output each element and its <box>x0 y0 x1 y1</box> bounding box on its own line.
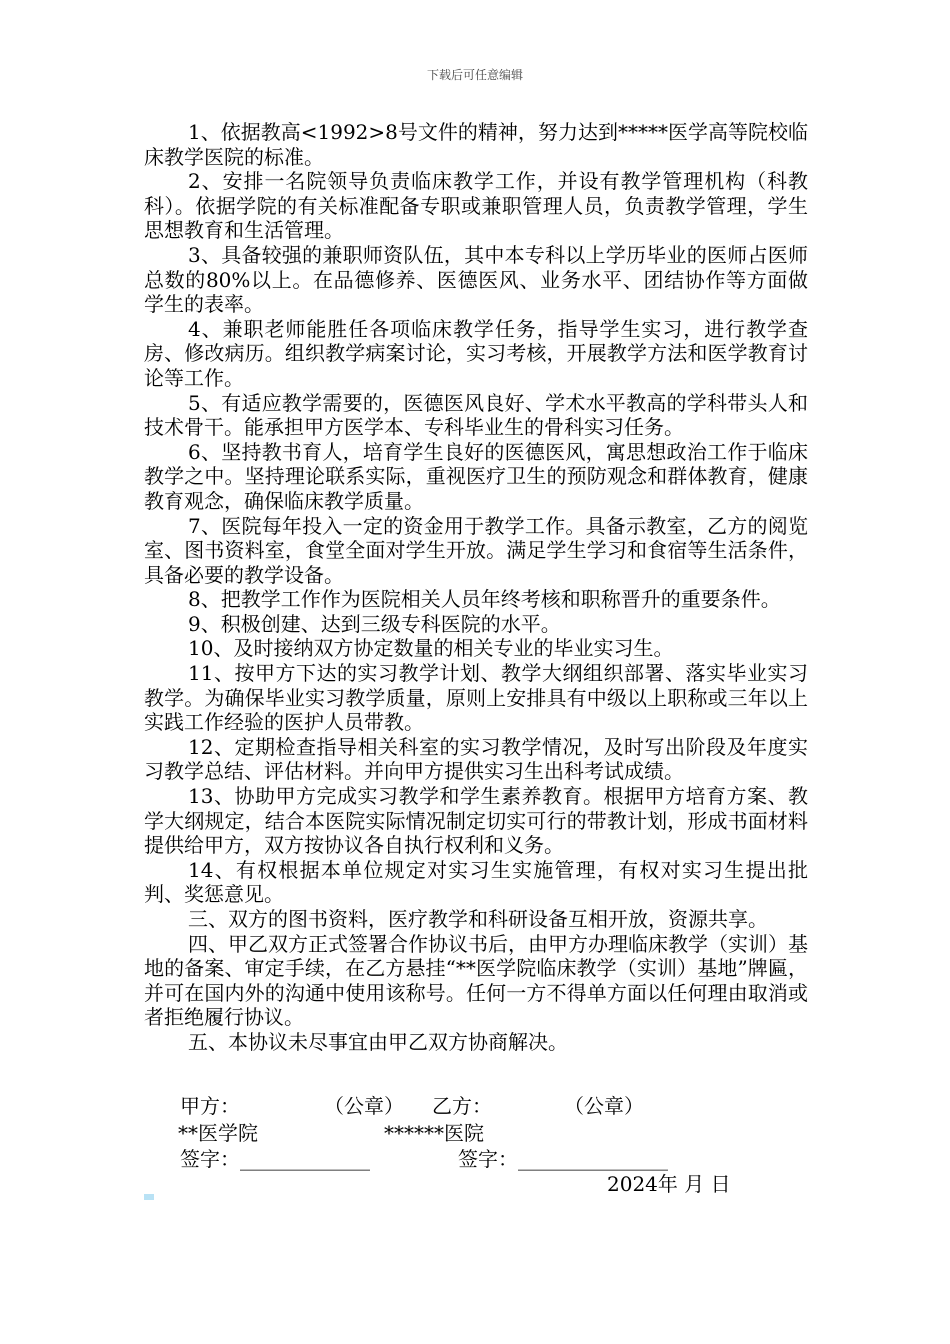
party-a-name: **医学院 <box>178 1121 258 1145</box>
signature-row-parties <box>144 1094 808 1119</box>
signature-row-date <box>144 1172 808 1197</box>
paragraph: 五、本协议未尽事宜由甲乙双方协商解决。 <box>188 1029 568 1054</box>
party-b-label: 乙方： <box>432 1094 492 1118</box>
page-header: 下载后可任意编辑 <box>426 68 523 82</box>
paragraph: 13、协助甲方完成实习教学和学生素养教育。根据甲方培育方案、教学大纲规定，结合本医院实际情况制定切实可行的带教计划，形成书面材料提供给甲方，双方按协议各自执行权利和义务。 <box>144 784 808 858</box>
text-cursor-marker <box>144 1194 154 1200</box>
paragraph: 6、坚持教书育人，培育学生良好的医德医风，寓思想政治工作于临床教学之中。坚持理论联系实际，重视医疗卫生的预防观念和群体教育，健康教育观念，确保临床教学质量。 <box>144 439 808 513</box>
signature-row-sign <box>144 1147 808 1172</box>
paragraph: 10、及时接纳双方协定数量的相关专业的毕业实习生。 <box>188 636 674 661</box>
paragraph: 5、有适应教学需要的，医德医风良好、学术水平教高的学科带头人和技术骨干。能承担甲方医学本、专科毕业生的骨科实习任务。 <box>144 390 808 440</box>
paragraph: 2、安排一名院领导负责临床教学工作，并设有教学管理机构（科教科）。依据学院的有关标准配备专职或兼职管理人员，负责教学管理，学生思想教育和生活管理。 <box>144 169 808 243</box>
party-a-seal: （公章） <box>324 1094 404 1118</box>
paragraph: 四、甲乙双方正式签署合作协议书后，由甲方办理临床教学（实训）基地的备案、审定手续，在乙方悬挂“**医学院临床教学（实训）基地”牌匾，并可在国内外的沟通中使用该称号。任何一方不得单方面以任何理由取消或者拒绝履行协议。 <box>144 931 808 1030</box>
party-a-sign-line: 签字：_____________ <box>180 1147 370 1171</box>
party-b-seal: （公章） <box>564 1094 644 1118</box>
paragraph: 14、有权根据本单位规定对实习生实施管理，有权对实习生提出批判、奖惩意见。 <box>144 857 808 907</box>
party-b-name: ******医院 <box>384 1121 484 1145</box>
party-a-label: 甲方： <box>180 1094 240 1118</box>
paragraph: 11、按甲方下达的实习教学计划、教学大纲组织部署、落实毕业实习教学。为确保毕业实习教学质量，原则上安排具有中级以上职称或三年以上实践工作经验的医护人员带教。 <box>144 661 808 735</box>
signature-date: 2024年 月 日 <box>607 1172 731 1196</box>
paragraph: 12、定期检查指导相关科室的实习教学情况，及时写出阶段及年度实习教学总结、评估材料。并向甲方提供实习生出科考试成绩。 <box>144 734 808 784</box>
paragraph: 3、具备较强的兼职师资队伍，其中本专科以上学历毕业的医师占医师总数的80%以上。在品德修养、医德医风、业务水平、团结协作等方面做学生的表率。 <box>144 242 808 317</box>
party-b-sign-line: 签字：_______________ <box>458 1147 668 1171</box>
signature-row-names <box>144 1121 808 1146</box>
document-body <box>144 120 808 1055</box>
paragraph: 9、积极创建、达到三级专科医院的水平。 <box>188 611 561 636</box>
paragraph: 三、双方的图书资料，医疗教学和科研设备互相开放，资源共享。 <box>188 907 768 931</box>
paragraph: 1、依据教高<1992>8号文件的精神，努力达到*****医学高等院校临床教学医院的标准。 <box>144 120 808 169</box>
signature-block <box>144 1094 808 1194</box>
paragraph: 8、把教学工作作为医院相关人员年终考核和职称晋升的重要条件。 <box>188 587 781 612</box>
paragraph: 7、医院每年投入一定的资金用于教学工作。具备示教室，乙方的阅览室、图书资料室，食堂全面对学生开放。满足学生学习和食宿等生活条件，具备必要的教学设备。 <box>144 513 808 587</box>
paragraph: 4、兼职老师能胜任各项临床教学任务，指导学生实习，进行教学查房、修改病历。组织教学病案讨论，实习考核，开展教学方法和医学教育讨论等工作。 <box>144 316 808 390</box>
